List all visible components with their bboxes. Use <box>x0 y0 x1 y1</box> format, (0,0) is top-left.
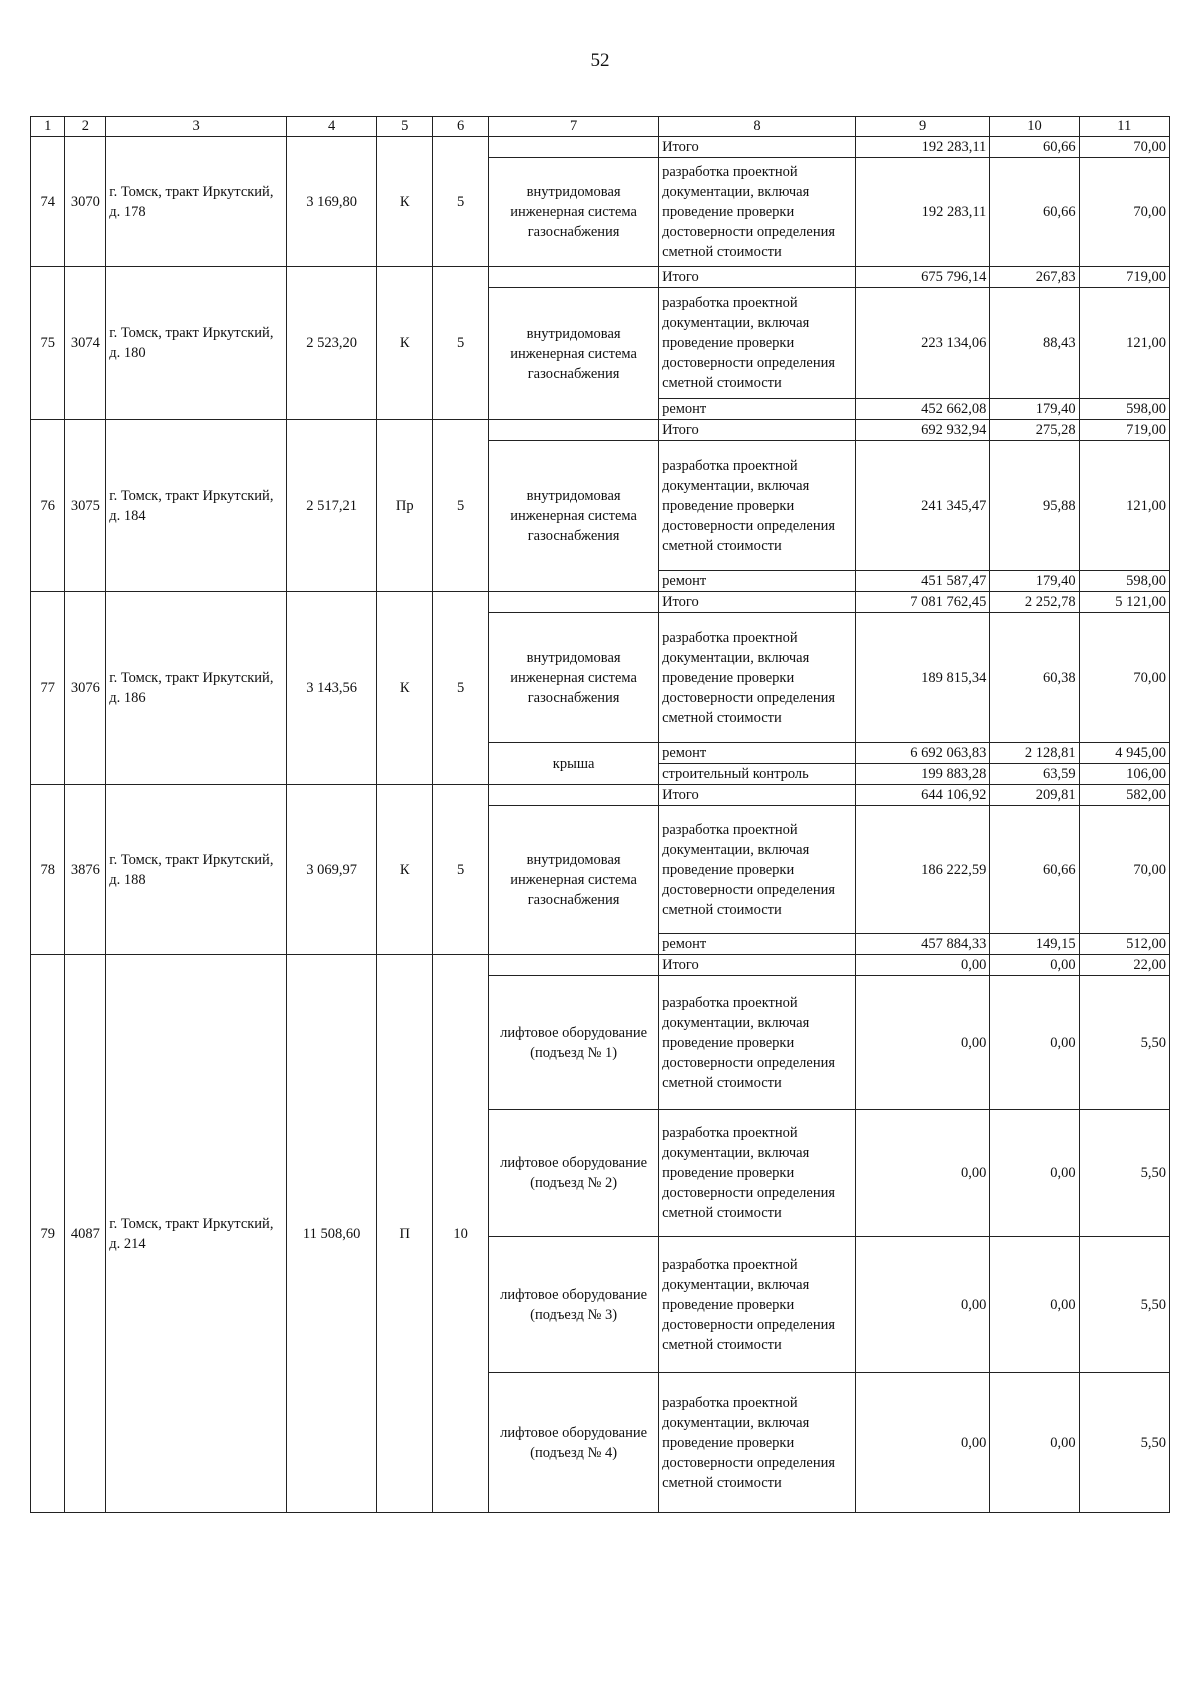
work-cost-per-m2: 179,40 <box>990 571 1079 592</box>
work-type: ремонт <box>659 571 856 592</box>
house-address: г. Томск, тракт Иркутский, д. 188 <box>106 785 287 955</box>
column-header: 2 <box>65 117 106 137</box>
work-type: разработка проектной документации, включая проведение проверки достоверности определения сметной стоимости <box>659 288 856 399</box>
work-type: разработка проектной документации, включая проведение проверки достоверности определения сметной стоимости <box>659 806 856 934</box>
wall-material: Пр <box>377 420 433 592</box>
house-address: г. Томск, тракт Иркутский, д. 184 <box>106 420 287 592</box>
work-cost: 6 692 063,83 <box>855 743 989 764</box>
work-cost: 457 884,33 <box>855 934 989 955</box>
column-header: 5 <box>377 117 433 137</box>
total-label: Итого <box>659 955 856 976</box>
work-cost: 452 662,08 <box>855 399 989 420</box>
work-cost: 0,00 <box>855 1237 989 1373</box>
column-header: 7 <box>489 117 659 137</box>
total-cost-per-m2: 2 252,78 <box>990 592 1079 613</box>
work-cost-per-m2: 149,15 <box>990 934 1079 955</box>
total-cost-per-m2: 0,00 <box>990 955 1079 976</box>
row-number: 78 <box>31 785 65 955</box>
work-type: разработка проектной документации, включая проведение проверки достоверности определения сметной стоимости <box>659 441 856 571</box>
work-cost-per-m2: 0,00 <box>990 976 1079 1110</box>
system-name: лифтовое оборудование (подъезд № 4) <box>489 1373 659 1513</box>
work-limit: 5,50 <box>1079 1237 1169 1373</box>
total-cost: 7 081 762,45 <box>855 592 989 613</box>
total-limit: 582,00 <box>1079 785 1169 806</box>
work-cost-per-m2: 0,00 <box>990 1110 1079 1237</box>
work-type: ремонт <box>659 934 856 955</box>
row-number: 79 <box>31 955 65 1513</box>
system-empty <box>489 267 659 288</box>
work-cost-per-m2: 2 128,81 <box>990 743 1079 764</box>
total-cost-per-m2: 209,81 <box>990 785 1079 806</box>
work-limit: 512,00 <box>1079 934 1169 955</box>
column-header: 6 <box>433 117 489 137</box>
work-cost: 192 283,11 <box>855 158 989 267</box>
total-cost-per-m2: 275,28 <box>990 420 1079 441</box>
work-limit: 4 945,00 <box>1079 743 1169 764</box>
wall-material: П <box>377 955 433 1513</box>
page-number: 52 <box>590 50 610 71</box>
house-code: 3075 <box>65 420 106 592</box>
table-row <box>31 592 1170 613</box>
total-limit: 719,00 <box>1079 267 1169 288</box>
work-type: разработка проектной документации, включая проведение проверки достоверности определения сметной стоимости <box>659 1373 856 1513</box>
work-limit: 70,00 <box>1079 806 1169 934</box>
wall-material: К <box>377 785 433 955</box>
work-type: разработка проектной документации, включая проведение проверки достоверности определения сметной стоимости <box>659 976 856 1110</box>
house-area: 3 169,80 <box>286 137 376 267</box>
house-area: 2 523,20 <box>286 267 376 420</box>
work-cost-per-m2: 95,88 <box>990 441 1079 571</box>
house-code: 3876 <box>65 785 106 955</box>
work-cost-per-m2: 60,66 <box>990 158 1079 267</box>
column-header: 4 <box>286 117 376 137</box>
system-name: лифтовое оборудование (подъезд № 3) <box>489 1237 659 1373</box>
column-header: 11 <box>1079 117 1169 137</box>
total-cost-per-m2: 60,66 <box>990 137 1079 158</box>
house-area: 3 069,97 <box>286 785 376 955</box>
work-type: ремонт <box>659 743 856 764</box>
system-name: внутридомовая инженерная система газоснабжения <box>489 441 659 592</box>
total-label: Итого <box>659 137 856 158</box>
wall-material: К <box>377 137 433 267</box>
house-code: 3074 <box>65 267 106 420</box>
work-limit: 106,00 <box>1079 764 1169 785</box>
system-empty <box>489 785 659 806</box>
total-limit: 70,00 <box>1079 137 1169 158</box>
system-empty <box>489 955 659 976</box>
total-cost-per-m2: 267,83 <box>990 267 1079 288</box>
work-cost: 0,00 <box>855 1110 989 1237</box>
system-name: крыша <box>489 743 659 785</box>
work-limit: 5,50 <box>1079 1373 1169 1513</box>
total-limit: 719,00 <box>1079 420 1169 441</box>
column-header: 3 <box>106 117 287 137</box>
column-header-row <box>31 117 1170 137</box>
work-limit: 5,50 <box>1079 976 1169 1110</box>
work-limit: 70,00 <box>1079 613 1169 743</box>
system-name: внутридомовая инженерная система газоснабжения <box>489 613 659 743</box>
floor-count: 5 <box>433 420 489 592</box>
system-name: внутридомовая инженерная система газоснабжения <box>489 288 659 420</box>
house-area: 3 143,56 <box>286 592 376 785</box>
row-number: 75 <box>31 267 65 420</box>
wall-material: К <box>377 592 433 785</box>
floor-count: 5 <box>433 592 489 785</box>
table-row <box>31 267 1170 288</box>
work-cost-per-m2: 0,00 <box>990 1237 1079 1373</box>
total-limit: 22,00 <box>1079 955 1169 976</box>
work-cost-per-m2: 179,40 <box>990 399 1079 420</box>
total-label: Итого <box>659 420 856 441</box>
total-cost: 644 106,92 <box>855 785 989 806</box>
registry-body <box>31 117 1170 1513</box>
total-cost: 0,00 <box>855 955 989 976</box>
work-cost: 186 222,59 <box>855 806 989 934</box>
work-limit: 598,00 <box>1079 399 1169 420</box>
work-type: ремонт <box>659 399 856 420</box>
work-cost: 451 587,47 <box>855 571 989 592</box>
total-label: Итого <box>659 785 856 806</box>
work-type: разработка проектной документации, включая проведение проверки достоверности определения сметной стоимости <box>659 1110 856 1237</box>
house-code: 3070 <box>65 137 106 267</box>
system-name: внутридомовая инженерная система газоснабжения <box>489 806 659 955</box>
work-limit: 598,00 <box>1079 571 1169 592</box>
system-name: внутридомовая инженерная система газоснабжения <box>489 158 659 267</box>
work-type: разработка проектной документации, включая проведение проверки достоверности определения сметной стоимости <box>659 613 856 743</box>
total-cost: 675 796,14 <box>855 267 989 288</box>
house-code: 3076 <box>65 592 106 785</box>
registry-table <box>30 116 1170 1513</box>
house-address: г. Томск, тракт Иркутский, д. 180 <box>106 267 287 420</box>
house-address: г. Томск, тракт Иркутский, д. 186 <box>106 592 287 785</box>
house-area: 11 508,60 <box>286 955 376 1513</box>
total-limit: 5 121,00 <box>1079 592 1169 613</box>
total-cost: 192 283,11 <box>855 137 989 158</box>
work-cost-per-m2: 0,00 <box>990 1373 1079 1513</box>
work-limit: 70,00 <box>1079 158 1169 267</box>
work-cost-per-m2: 88,43 <box>990 288 1079 399</box>
total-cost: 692 932,94 <box>855 420 989 441</box>
work-cost: 199 883,28 <box>855 764 989 785</box>
work-type: разработка проектной документации, включая проведение проверки достоверности определения сметной стоимости <box>659 158 856 267</box>
work-limit: 121,00 <box>1079 441 1169 571</box>
work-type: строительный контроль <box>659 764 856 785</box>
wall-material: К <box>377 267 433 420</box>
work-cost: 241 345,47 <box>855 441 989 571</box>
column-header: 9 <box>855 117 989 137</box>
table-row <box>31 955 1170 976</box>
system-empty <box>489 592 659 613</box>
house-address: г. Томск, тракт Иркутский, д. 214 <box>106 955 287 1513</box>
row-number: 77 <box>31 592 65 785</box>
work-type: разработка проектной документации, включая проведение проверки достоверности определения сметной стоимости <box>659 1237 856 1373</box>
house-area: 2 517,21 <box>286 420 376 592</box>
floor-count: 5 <box>433 267 489 420</box>
total-label: Итого <box>659 267 856 288</box>
table-row <box>31 785 1170 806</box>
work-cost-per-m2: 63,59 <box>990 764 1079 785</box>
total-label: Итого <box>659 592 856 613</box>
house-code: 4087 <box>65 955 106 1513</box>
work-limit: 5,50 <box>1079 1110 1169 1237</box>
work-cost: 189 815,34 <box>855 613 989 743</box>
floor-count: 10 <box>433 955 489 1513</box>
system-empty <box>489 137 659 158</box>
column-header: 10 <box>990 117 1079 137</box>
floor-count: 5 <box>433 785 489 955</box>
system-name: лифтовое оборудование (подъезд № 2) <box>489 1110 659 1237</box>
work-cost: 0,00 <box>855 976 989 1110</box>
row-number: 76 <box>31 420 65 592</box>
table-row <box>31 137 1170 158</box>
system-name: лифтовое оборудование (подъезд № 1) <box>489 976 659 1110</box>
column-header: 1 <box>31 117 65 137</box>
work-cost: 223 134,06 <box>855 288 989 399</box>
system-empty <box>489 420 659 441</box>
row-number: 74 <box>31 137 65 267</box>
house-address: г. Томск, тракт Иркутский, д. 178 <box>106 137 287 267</box>
work-limit: 121,00 <box>1079 288 1169 399</box>
work-cost-per-m2: 60,38 <box>990 613 1079 743</box>
floor-count: 5 <box>433 137 489 267</box>
work-cost: 0,00 <box>855 1373 989 1513</box>
work-cost-per-m2: 60,66 <box>990 806 1079 934</box>
table-row <box>31 420 1170 441</box>
column-header: 8 <box>659 117 856 137</box>
